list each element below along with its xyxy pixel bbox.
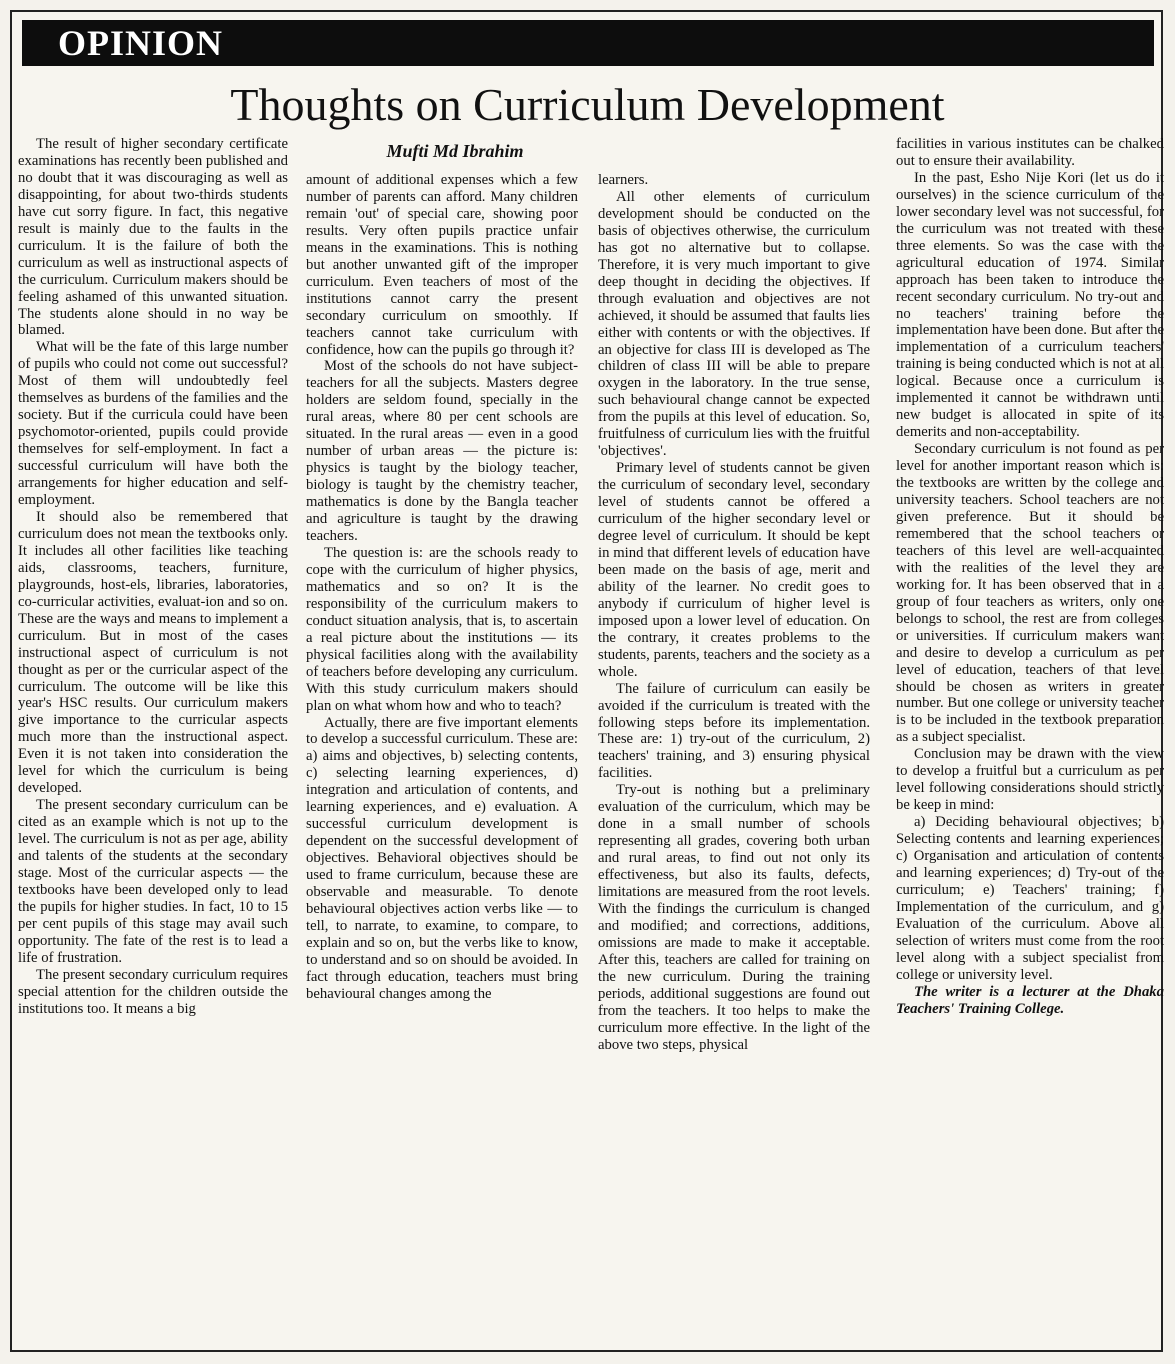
- paragraph: Actually, there are five important elements to develop a successful curriculum. These are: a) aims and objectives, b) selecting contents, c) selecting learning experiences, d) integration and articulation of contents, and learning experiences, and e) evaluation. A successful curriculum development is dependent on the successful development of objectives. Behavioral objectives should be used to frame curriculum, because these are observable and measurable. To denote behavioural objectives action verbs like — to tell, to narrate, to examine, to compare, to explain and so on, but the verbs like to know, to understand and so on should be avoided. In fact through education, teachers must bring behavioural changes among the: [306, 714, 578, 1002]
- article-byline: Mufti Md Ibrahim: [386, 141, 524, 161]
- paragraph: Conclusion may be drawn with the view to develop a fruitful but a curriculum as per level following considerations should strictly be keep in mind:: [896, 746, 1164, 814]
- paragraph: learners.: [598, 172, 649, 188]
- paragraph: a) Deciding behavioural objectives; b) Selecting contents and learning experiences; c) Organisation and articulation of contents and learning experiences; d) Try-out of the curriculum; e) Teachers' training; f) Implementation of the curriculum, and g) Evaluation of the curriculum. Above all selection of writers must come from the root level along with a subject specialist from college or university level.: [896, 814, 1164, 983]
- section-label: OPINION: [58, 23, 224, 63]
- section-banner: [22, 20, 1154, 66]
- paragraph: Primary level of students cannot be given the curriculum of secondary level, secondary level of students cannot be offered a curriculum of the higher secondary level or degree level of curriculum. It should be kept in mind that different levels of education have been made on the basis of age, merit and ability of the learner. No credit goes to anybody if curriculum of higher level is imposed upon a lower level of education. On the contrary, it creates problems to the students, parents, teachers and the society as a whole.: [598, 460, 870, 680]
- article-headline: Thoughts on Curriculum Development: [230, 79, 945, 130]
- paragraph: What will be the fate of this large number of pupils who could not come out successful? Most of them will undoubtedly feel themselves as burdens of the families and the society. But if the curricula could have been psychomotor-oriented, pupils could provide themselves for self-employment. In fact a successful curriculum will have both the arrangements for higher education and self-employment.: [18, 339, 288, 509]
- column-2: [306, 172, 578, 1356]
- author-note: The writer is a lecturer at the Dhaka Teachers' Training College.: [896, 983, 1164, 1017]
- column-1: [18, 136, 288, 1356]
- paragraph: Secondary curriculum is not found as per level for another important reason which is: the textbooks are written by the college and university teachers. School teachers are not given preference. But it should be remembered that the school teachers or teachers of this level are well-acquainted with the realities of the level they are working for. It has been observed that in a group of four teachers as writers, only one belongs to school, the rest are from colleges or universities. If curriculum makers want and desire to develop a curriculum as per level of education, teachers of that level should be chosen as writers in greater number. But one college or university teacher is to be included in the textbook preparation as a subject specialist.: [896, 441, 1164, 746]
- paragraph: The question is: are the schools ready to cope with the curriculum of higher physics, mathematics and so on? It is the responsibility of the curriculum makers to conduct situation analysis, that is, to ascertain a real picture about the institutions — its physical facilities along with the availability of teachers before developing any curriculum. With this study curriculum makers should plan on what whom how and who to teach?: [306, 544, 578, 714]
- column-3: [598, 172, 870, 1356]
- paragraph: amount of additional expenses which a few number of parents can afford. Many children remain 'out' of special care, showing poor results. Very often pupils practice unfair means in the examinations. This is nothing but another unwanted gift of the improper curriculum. Even teachers of most of the institutions cannot carry the present secondary curriculum on smoothly. If teachers cannot take curriculum with confidence, how can the pupils go through it?: [306, 172, 578, 358]
- paragraph: The present secondary curriculum requires special attention for the children outside the institutions too. It means a big: [18, 966, 288, 1017]
- paragraph: facilities in various institutes can be chalked out to ensure their availability.: [896, 136, 1164, 169]
- paragraph: In the past, Esho Nije Kori (let us do it ourselves) in the science curriculum of the lower secondary level was not successful, for the curriculum was not treated with these three elements. So was the case with the agricultural education of 1974. Similar approach has been taken to introduce the recent secondary curriculum. No try-out and no teachers' training before the implementation have been done. But after the implementation of a curriculum teachers' training is being conducted which is not at all logical. Because once a curriculum is implemented it cannot be withdrawn until new budget is allocated in spite of its demerits and non-acceptability.: [896, 169, 1164, 441]
- paragraph: The failure of curriculum can easily be avoided if the curriculum is treated with the following steps before its implementation. These are: 1) try-out of the curriculum, 2) teachers' training, and 3) ensuring physical facilities.: [598, 680, 870, 782]
- paragraph: All other elements of curriculum development should be conducted on the basis of objectives otherwise, the curriculum has got no alternative but to collapse. Therefore, it is very much important to give deep thought in deciding the objectives. If through evaluation and objectives are not achieved, it should be assumed that faults lies either with contents or with the objectives. If an objective for class III is developed as The children of class III will be able to prepare oxygen in the laboratory. In the true sense, such behavioural change cannot be expected from the pupils at this level of education. So, fruitfulness of curriculum lies with the fruitful 'objectives'.: [598, 188, 870, 460]
- column-4: [896, 136, 1164, 1356]
- paragraph: Try-out is nothing but a preliminary evaluation of the curriculum, which may be done in a small number of schools representing all grades, covering both urban and rural areas, to find out not only its effectiveness, but also its faults, defects, limitations are measured from the root levels. With the findings the curriculum is changed and modified; and corrections, additions, omissions are made to make it acceptable. After this, teachers are called for training on the new curriculum. During the training periods, additional suggestions are found out from the teachers. It too helps to make the curriculum more effective. In the light of the above two steps, physical: [598, 782, 870, 1053]
- paragraph: It should also be remembered that curriculum does not mean the textbooks only. It includes all other facilities like teaching aids, classrooms, teachers, furniture, playgrounds, host-els, libraries, laboratories, co-curricular activities, evaluat-ion and so on. These are the ways and means to implement a curriculum. But in most of the cases instructional aspect of curriculum is not thought as per or the curricular aspect of the curriculum. The outcome will be like this year's HSC results. Our curriculum makers give importance to the curricular aspects much more than the instructional aspect. Even it is not taken into consideration the level for which the curriculum is being developed.: [18, 508, 288, 797]
- paragraph: The present secondary curriculum can be cited as an example which is not up to the level. The curriculum is not as per age, ability and talents of the students at the secondary stage. Most of the curricular aspects — the textbooks have been developed only to lead the pupils for higher studies. In fact, 10 to 15 per cent pupils of this stage may avail such opportunity. The fate of the rest is to lead a life of frustration.: [18, 797, 288, 966]
- paragraph: Most of the schools do not have subject-teachers for all the subjects. Masters degree holders are seldom found, specially in the rural areas, where 80 per cent schools are situated. In the rural areas — even in a good number of urban areas — the picture is: physics is taught by the biology teacher, biology is taught by the chemistry teacher, mathematics is done by the Bangla teacher and agriculture is taught by the drawing teachers.: [306, 358, 578, 545]
- paragraph: The result of higher secondary certificate examinations has recently been published and no doubt that it was discouraging as well as disappointing, for about two-thirds students have cut sorry figure. In fact, this negative result is mainly due to the faults in the curriculum. It is the failure of both the curriculum as well as instructional aspects of the curriculum. Curriculum makers should be feeling ashamed of this unwanted situation. The students alone should in no way be blamed.: [18, 136, 288, 339]
